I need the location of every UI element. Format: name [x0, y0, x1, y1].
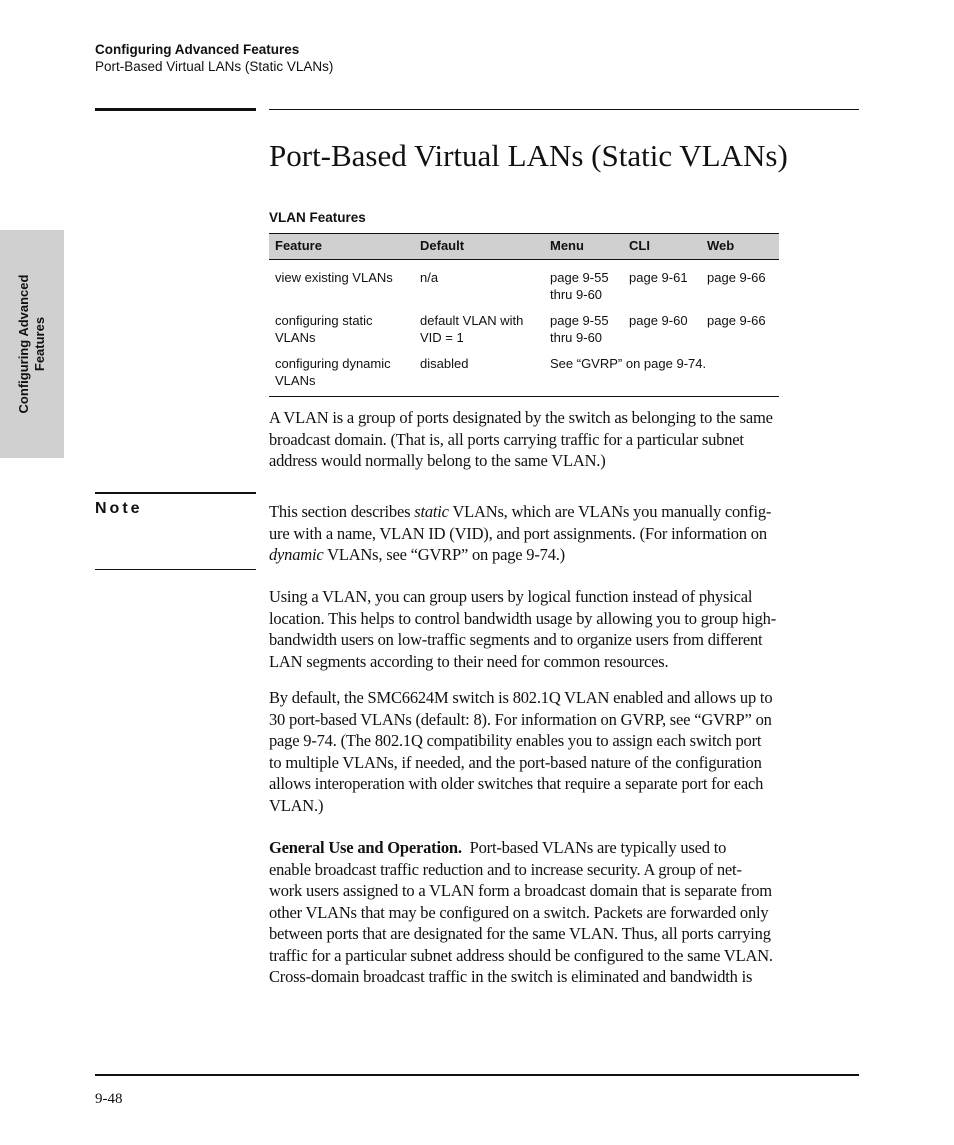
cell-feature [269, 346, 414, 397]
page-title: Port-Based Virtual LANs (Static VLANs) [269, 138, 788, 173]
cell-menu [544, 303, 623, 346]
text-line [269, 501, 861, 523]
text-run: Port-based VLANs are typically used to [461, 838, 727, 857]
paragraph-default-config [269, 687, 861, 816]
cell-default: n/a [420, 270, 439, 285]
text-line: page 9-74. (The 802.1Q compatibility enables you to assign each switch port [269, 731, 762, 750]
title-rule-left [95, 108, 256, 111]
note-text-pre: This section describes [269, 502, 415, 521]
footer-rule [95, 1074, 859, 1076]
cell-default [414, 303, 544, 346]
note-text-end: VLANs, see “GVRP” on page 9-74.) [323, 545, 565, 564]
note-text-mid: VLANs, which are VLANs you manually config- [448, 502, 772, 521]
cell-feature [269, 303, 414, 346]
text-line [269, 544, 861, 566]
text-line: address would normally belong to the same VLAN.) [269, 451, 606, 470]
side-tab-line-1: Configuring Advanced [16, 274, 31, 414]
cell-cli: page 9-60 [629, 313, 688, 328]
text-line: work users assigned to a VLAN form a broadcast domain that is separate from [269, 881, 772, 900]
table-row [269, 346, 779, 397]
note-static-word: static [414, 502, 449, 521]
text-line: Using a VLAN, you can group users by logical function instead of physical [269, 587, 753, 606]
text-line: allows interoperation with older switches that require a separate port for each [269, 774, 764, 793]
title-rule-right [269, 109, 859, 110]
paragraph-vlan-grouping [269, 586, 861, 672]
text-line: to multiple VLANs, if needed, and the port-based nature of the configuration [269, 752, 762, 772]
cell-menu [544, 260, 623, 304]
note-paragraph [269, 501, 861, 566]
text-line: By default, the SMC6624M switch is 802.1Q VLAN enabled and allows up to [269, 688, 773, 707]
cell-feature: view existing VLANs [275, 270, 393, 285]
table-row [269, 260, 779, 304]
text-line: 30 port-based VLANs (default: 8). For information on GVRP, see “GVRP” on [269, 709, 772, 729]
cell-default-line-1: default VLAN with [420, 313, 524, 328]
page-number: 9-48 [95, 1091, 123, 1107]
paragraph-general-use [269, 837, 861, 988]
side-tab-line-2: Features [32, 316, 47, 372]
header-default: Default [414, 234, 544, 260]
text-line: broadcast domain. (That is, all ports carrying traffic for a particular subnet [269, 429, 744, 449]
note-dynamic-word: dynamic [269, 545, 324, 564]
header-menu: Menu [544, 234, 623, 260]
side-tab-label [16, 275, 48, 414]
cell-feature-line-2: VLANs [275, 373, 316, 388]
cell-default-line-2: VID = 1 [420, 330, 464, 345]
text-line: LAN segments according to their need for common resources. [269, 651, 669, 671]
note-rule-bottom [95, 569, 256, 570]
text-line: between ports that are designated for the same VLAN. Thus, all ports carrying [269, 924, 771, 943]
running-head-chapter: Configuring Advanced Features [95, 42, 300, 57]
table-row [269, 303, 779, 346]
cell-web: page 9-66 [707, 270, 766, 285]
cell-menu-line-1: page 9-55 [550, 270, 609, 285]
cell-cli: page 9-61 [629, 270, 688, 285]
cell-feature-line-2: VLANs [275, 330, 316, 345]
text-line: VLAN.) [269, 795, 324, 815]
run-in-heading: General Use and Operation. [269, 838, 462, 857]
header-cli: CLI [623, 234, 701, 260]
note-label: Note [95, 500, 143, 517]
cell-web: page 9-66 [707, 313, 766, 328]
cell-menu-line-2: thru 9-60 [550, 330, 603, 345]
intro-paragraph [269, 407, 861, 472]
side-tab [0, 230, 64, 458]
note-rule-top [95, 492, 256, 494]
text-line: Cross-domain broadcast traffic in the switch is eliminated and bandwidth is [269, 967, 753, 986]
text-line: bandwidth users on low-traffic segments and to organize users from different [269, 630, 763, 649]
table-header-row [269, 234, 779, 260]
text-line: other VLANs that may be configured on a switch. Packets are forwarded only [269, 902, 769, 922]
text-line: ure with a name, VLAN ID (VID), and port assignments. (For information on [269, 523, 767, 543]
cell-feature-line-1: configuring static [275, 313, 373, 328]
vlan-features-table [269, 233, 779, 397]
cell-feature-line-1: configuring dynamic [275, 356, 391, 371]
text-line: A VLAN is a group of ports designated by the switch as belonging to the same [269, 408, 773, 427]
running-head-section: Port-Based Virtual LANs (Static VLANs) [95, 59, 334, 74]
cell-menu-line-2: thru 9-60 [550, 287, 603, 302]
text-line: location. This helps to control bandwidth usage by allowing you to group high- [269, 608, 776, 628]
header-web: Web [701, 234, 779, 260]
header-feature: Feature [269, 234, 414, 260]
text-line [269, 837, 861, 859]
text-line: traffic for a particular subnet address should be configured to the same VLAN. [269, 945, 773, 965]
text-line: enable broadcast traffic reduction and to increase security. A group of net- [269, 859, 742, 879]
running-head [95, 41, 333, 75]
cell-default: disabled [414, 346, 544, 397]
cell-menu-line-1: page 9-55 [550, 313, 609, 328]
table-caption: VLAN Features [269, 210, 366, 225]
cell-see-reference: See “GVRP” on page 9-74. [544, 346, 779, 397]
